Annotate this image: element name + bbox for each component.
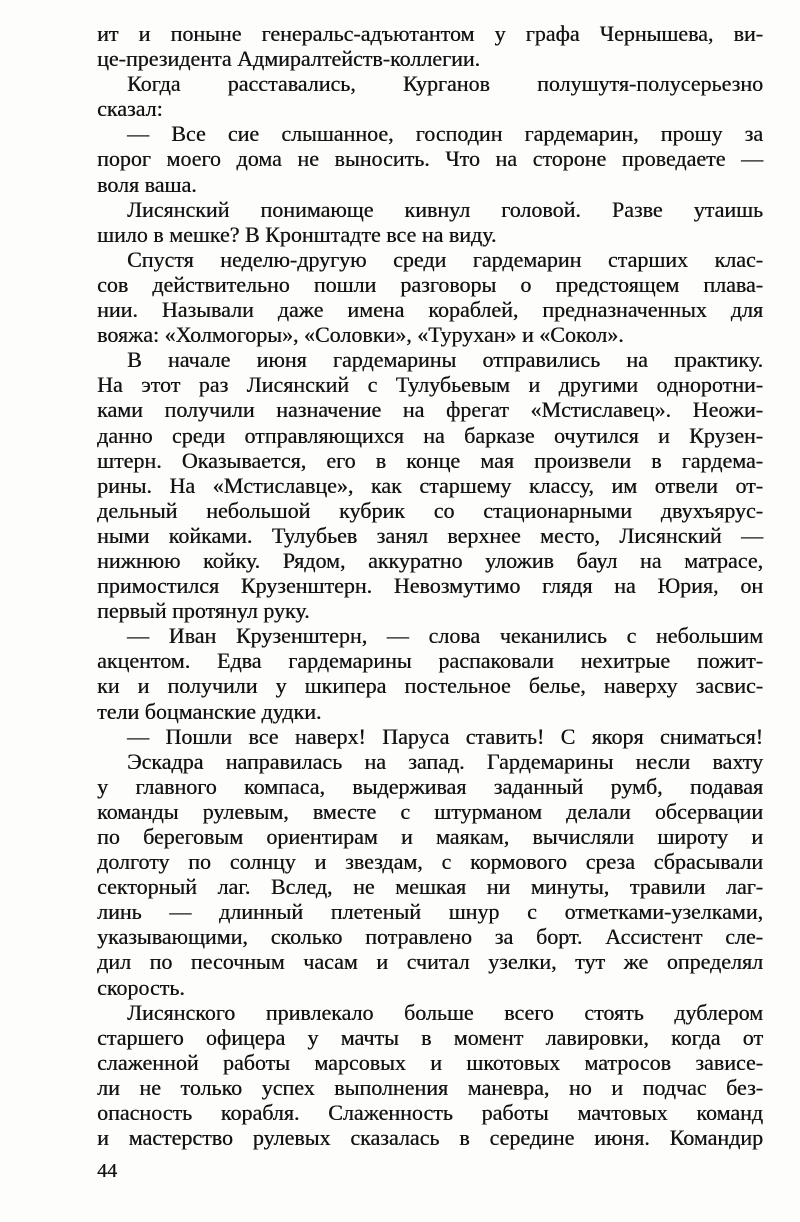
text-line: — Все сие слышанное, господин гардемарин, прошу за	[127, 121, 763, 147]
text-line: Лисянский понимающе кивнул головой. Разве утаишь	[127, 196, 763, 222]
text-line: Спустя неделю-другую среди гардемарин старших клас-	[127, 246, 763, 272]
text-line: В начале июня гардемарины отправились на практику.	[127, 347, 763, 373]
text-line: — Иван Крузенштерн, — слова чеканились с небольшим	[127, 623, 763, 649]
text-line: вояжа: «Холмогоры», «Соловки», «Турухан» и «Сокол».	[97, 322, 624, 348]
text-line: сказал:	[97, 96, 163, 122]
text-line: линь — длинный плетеный шнур с отметками-узелками,	[97, 899, 763, 925]
text-line: На этот раз Лисянский с Тулубьевым и другими одноротни-	[97, 372, 763, 398]
text-line: слаженной работы марсовых и шкотовых матросов зависе-	[97, 1049, 763, 1075]
text-line: команды рулевым, вместе с штурманом делали обсервации	[97, 798, 763, 824]
text-line: долготу по солнцу и звездам, с кормового среза сбрасывали	[97, 849, 763, 875]
text-line: ли не только успех выполнения маневра, но и подчас без-	[97, 1074, 763, 1100]
text-line: ными койками. Тулубьев занял верхнее место, Лисянский —	[97, 522, 763, 548]
text-line: акцентом. Едва гардемарины распаковали нехитрые пожит-	[97, 648, 763, 674]
text-line: воля ваша.	[97, 171, 197, 197]
text-line: скорость.	[97, 974, 185, 1000]
text-line: Когда расставались, Курганов полушутя-полусерьезно	[127, 71, 763, 97]
text-line: рины. На «Мстиславце», как старшему классу, им отвели от-	[97, 472, 763, 498]
text-line: опасность корабля. Слаженность работы мачтовых команд	[97, 1100, 763, 1126]
text-block	[97, 21, 763, 1150]
text-line: ками получили назначение на фрегат «Мстиславец». Неожи-	[97, 397, 763, 423]
text-line: нижнюю койку. Рядом, аккуратно уложив баул на матрасе,	[97, 547, 763, 573]
text-line: Эскадра направилась на запад. Гардемарины несли вахту	[127, 748, 763, 774]
text-line: секторный лаг. Вслед, не мешкая ни минуты, травили лаг-	[97, 874, 763, 900]
text-line: у главного компаса, выдерживая заданный румб, подавая	[97, 773, 763, 799]
text-line: ки и получили у шкипера постельное белье, наверху засвис-	[97, 673, 763, 699]
text-line: указывающими, сколько потравлено за борт. Ассистент сле-	[97, 924, 763, 950]
text-line: примостился Крузенштерн. Невозмутимо глядя на Юрия, он	[97, 573, 763, 599]
text-line: штерн. Оказывается, его в конце мая произвели в гардема-	[97, 447, 763, 473]
text-line: — Пошли все наверх! Паруса ставить! С якоря сниматься!	[127, 723, 763, 749]
text-line: Лисянского привлекало больше всего стоять дублером	[127, 999, 763, 1025]
text-line: старшего офицера у мачты в момент лавировки, когда от	[97, 1024, 763, 1050]
text-line: порог моего дома не выносить. Что на стороне проведаете —	[97, 146, 763, 172]
text-line: по береговым ориентирам и маякам, вычисляли широту и	[97, 824, 763, 849]
text-line: первый протянул руку.	[97, 598, 310, 624]
page-number: 44	[97, 1160, 117, 1182]
text-line: дельный небольшой кубрик со стационарными двухъярус-	[97, 497, 763, 523]
text-line: дил по песочным часам и считал узелки, тут же определял	[97, 949, 763, 975]
text-line: ит и поныне генеральс-адъютантом у графа Чернышева, ви-	[97, 21, 763, 46]
text-line: сов действительно пошли разговоры о предстоящем плава-	[97, 271, 763, 297]
text-line: тели боцманские дудки.	[97, 698, 322, 724]
text-line: це-президента Адмиралтейств-коллегии.	[97, 46, 481, 72]
text-line: нии. Называли даже имена кораблей, предназначенных для	[97, 297, 763, 323]
text-line: данно среди отправляющихся на барказе очутился и Крузен-	[97, 422, 763, 448]
text-line: шило в мешке? В Кронштадте все на виду.	[97, 221, 497, 247]
text-line: и мастерство рулевых сказалась в середине июня. Командир	[97, 1125, 763, 1151]
